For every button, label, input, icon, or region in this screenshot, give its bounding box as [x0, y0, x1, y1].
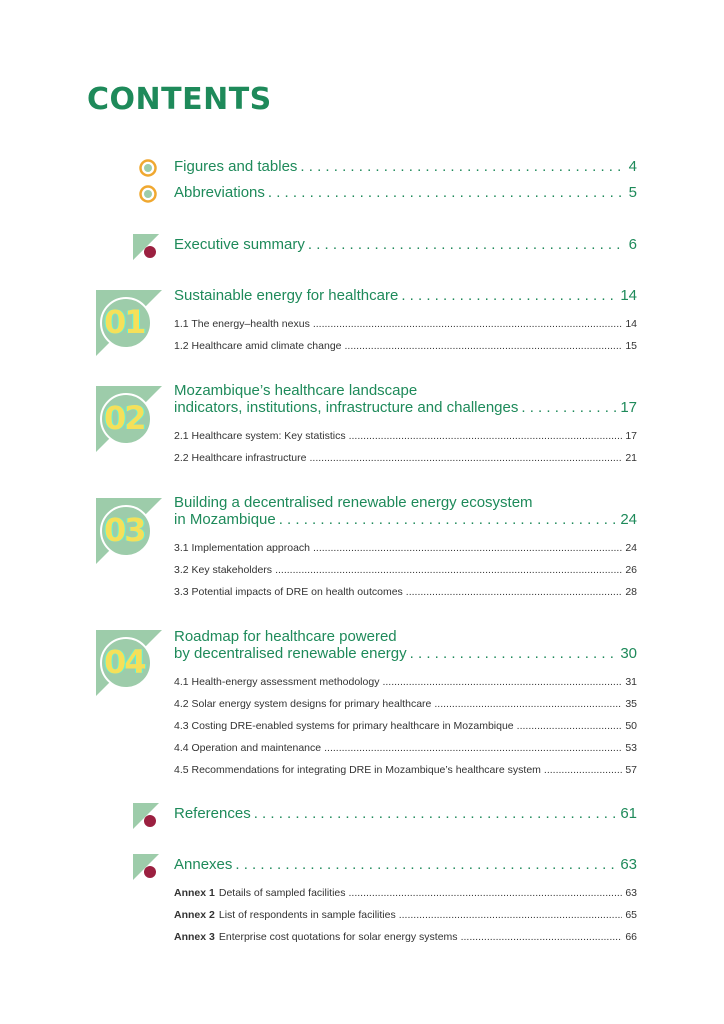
leader-dots: [324, 742, 622, 754]
leader-dots: [434, 698, 622, 710]
toc-chapter-2-line1[interactable]: Mozambique’s healthcare landscape: [174, 382, 418, 399]
toc-annex[interactable]: [174, 931, 637, 943]
toc-page: 26: [625, 564, 637, 576]
toc-chapter-3[interactable]: [174, 511, 637, 528]
toc-label: 2.1 Healthcare system: Key statistics: [174, 430, 346, 442]
toc-section[interactable]: [174, 742, 637, 754]
toc-page: 17: [620, 399, 637, 416]
toc-page: 5: [628, 184, 637, 201]
annex-title: Details of sampled facilities: [218, 887, 346, 899]
toc-section[interactable]: [174, 676, 637, 688]
toc-page: 17: [625, 430, 637, 442]
leader-dots: [268, 184, 626, 201]
toc-section[interactable]: [174, 698, 637, 710]
toc-chapter-4[interactable]: [174, 645, 637, 662]
circle-bullet-icon: [139, 159, 157, 177]
toc-entry-figures[interactable]: [174, 158, 637, 175]
toc-page: 63: [620, 856, 637, 873]
leader-dots: [517, 720, 623, 732]
toc-section[interactable]: [174, 452, 637, 464]
leader-dots: [300, 158, 625, 175]
leader-dots: [406, 586, 623, 598]
toc-page: 28: [625, 586, 637, 598]
triangle-marker-icon: [131, 852, 161, 882]
leader-dots: [349, 430, 623, 442]
toc-section[interactable]: [174, 720, 637, 732]
chapter-number: 01: [104, 303, 145, 341]
toc-page: 14: [625, 318, 637, 330]
toc-label: 4.3 Costing DRE-enabled systems for primary healthcare in Mozambique: [174, 720, 514, 732]
leader-dots: [275, 564, 622, 576]
toc-label: [174, 909, 396, 921]
toc-entry-references[interactable]: [174, 805, 637, 822]
leader-dots: [279, 511, 618, 528]
toc-label: 3.3 Potential impacts of DRE on health outcomes: [174, 586, 403, 598]
toc-label: [174, 887, 346, 899]
triangle-marker-icon: [131, 801, 161, 831]
toc-section[interactable]: [174, 564, 637, 576]
annex-title: Enterprise cost quotations for solar energy systems: [218, 931, 458, 943]
toc-entry-annexes[interactable]: [174, 856, 637, 873]
chapter-number: 04: [104, 643, 145, 681]
toc-label: 3.1 Implementation approach: [174, 542, 311, 554]
leader-dots: [521, 399, 617, 416]
toc-section[interactable]: [174, 340, 637, 352]
toc-entry-executive-summary[interactable]: [174, 236, 637, 253]
leader-dots: [399, 909, 623, 921]
leader-dots: [308, 236, 626, 253]
toc-label: 1.2 Healthcare amid climate change: [174, 340, 342, 352]
leader-dots: [349, 887, 623, 899]
toc-section[interactable]: [174, 430, 637, 442]
leader-dots: [461, 931, 623, 943]
toc-page: 24: [625, 542, 637, 554]
leader-dots: [313, 542, 622, 554]
page-title: CONTENTS: [87, 82, 272, 117]
leader-dots: [410, 645, 618, 662]
toc-page: 4: [628, 158, 637, 175]
toc-page: 31: [625, 676, 637, 688]
toc-label: by decentralised renewable energy: [174, 645, 407, 662]
toc-label: Figures and tables: [174, 158, 298, 175]
triangle-marker-icon: [131, 232, 161, 262]
chapter-number: 03: [104, 511, 145, 549]
toc-label: Annexes: [174, 856, 233, 873]
circle-bullet-icon: [139, 185, 157, 203]
toc-section[interactable]: [174, 586, 637, 598]
leader-dots: [544, 764, 622, 776]
toc-section[interactable]: [174, 542, 637, 554]
toc-label: 1.1 The energy–health nexus: [174, 318, 310, 330]
toc-annex[interactable]: [174, 909, 637, 921]
leader-dots: [309, 452, 622, 464]
toc-page: 35: [625, 698, 637, 710]
toc-page: 30: [620, 645, 637, 662]
toc-page: 61: [620, 805, 637, 822]
annex-number: Annex 1: [174, 887, 215, 899]
leader-dots: [345, 340, 623, 352]
leader-dots: [313, 318, 622, 330]
toc-chapter-1[interactable]: [174, 287, 637, 304]
toc-page: 63: [625, 887, 637, 899]
toc-page: 24: [620, 511, 637, 528]
toc-page: 6: [628, 236, 637, 253]
toc-label: in Mozambique: [174, 511, 276, 528]
leader-dots: [401, 287, 617, 304]
annex-title: List of respondents in sample facilities: [218, 909, 396, 921]
toc-label: [174, 931, 458, 943]
toc-page: 21: [625, 452, 637, 464]
toc-label: 2.2 Healthcare infrastructure: [174, 452, 307, 464]
annex-number: Annex 3: [174, 931, 215, 943]
toc-label: indicators, institutions, infrastructure and challenges: [174, 399, 519, 416]
toc-annex[interactable]: [174, 887, 637, 899]
toc-chapter-4-line1[interactable]: Roadmap for healthcare powered: [174, 628, 397, 645]
leader-dots: [382, 676, 622, 688]
toc-section[interactable]: [174, 764, 637, 776]
toc-entry-abbreviations[interactable]: [174, 184, 637, 201]
toc-chapter-2[interactable]: [174, 399, 637, 416]
annex-number: Annex 2: [174, 909, 215, 921]
leader-dots: [235, 856, 617, 873]
toc-chapter-3-line1[interactable]: Building a decentralised renewable energy ecosystem: [174, 494, 533, 511]
toc-label: 4.4 Operation and maintenance: [174, 742, 322, 754]
toc-label: 4.5 Recommendations for integrating DRE in Mozambique’s healthcare system: [174, 764, 541, 776]
toc-page: 57: [625, 764, 637, 776]
toc-page: 65: [625, 909, 637, 921]
toc-label: References: [174, 805, 251, 822]
toc-page: 14: [620, 287, 637, 304]
toc-label: 4.1 Health-energy assessment methodology: [174, 676, 380, 688]
toc-page: 15: [625, 340, 637, 352]
toc-page: 50: [625, 720, 637, 732]
toc-label: Sustainable energy for healthcare: [174, 287, 399, 304]
toc-label: Abbreviations: [174, 184, 265, 201]
toc-page: 53: [625, 742, 637, 754]
leader-dots: [254, 805, 618, 822]
toc-section[interactable]: [174, 318, 637, 330]
toc-label: 4.2 Solar energy system designs for primary healthcare: [174, 698, 432, 710]
chapter-number: 02: [104, 399, 145, 437]
toc-page: 66: [625, 931, 637, 943]
toc-label: 3.2 Key stakeholders: [174, 564, 273, 576]
toc-label: Executive summary: [174, 236, 305, 253]
